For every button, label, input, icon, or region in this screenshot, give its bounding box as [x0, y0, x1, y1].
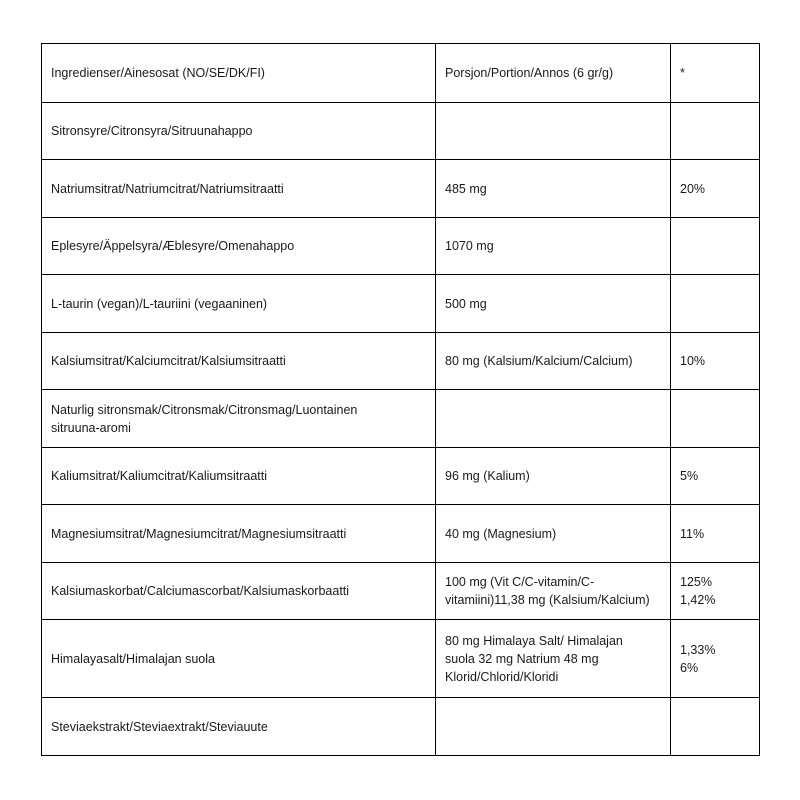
portion-cell: 80 mg (Kalsium/Kalcium/Calcium) [436, 333, 671, 390]
ingredients-table [41, 43, 760, 756]
percent-cell: 1,33% 6% [671, 620, 760, 698]
table-row [42, 103, 760, 160]
portion-cell: 96 mg (Kalium) [436, 448, 671, 505]
table-row [42, 160, 760, 218]
table-row [42, 275, 760, 333]
percent-cell: 125% 1,42% [671, 563, 760, 620]
table-row [42, 620, 760, 698]
portion-cell: 80 mg Himalaya Salt/ Himalajan suola 32 mg Natrium 48 mg Klorid/Chlorid/Kloridi [436, 620, 671, 698]
table-row [42, 448, 760, 505]
ingredient-cell: Sitronsyre/Citronsyra/Sitruunahappo [42, 103, 436, 160]
ingredient-cell: Kalsiumsitrat/Kalciumcitrat/Kalsiumsitraatti [42, 333, 436, 390]
portion-cell [436, 698, 671, 756]
portion-cell: 500 mg [436, 275, 671, 333]
ingredient-cell: Kaliumsitrat/Kaliumcitrat/Kaliumsitraatti [42, 448, 436, 505]
ingredient-cell: Himalayasalt/Himalajan suola [42, 620, 436, 698]
percent-cell: 11% [671, 505, 760, 563]
portion-cell: 485 mg [436, 160, 671, 218]
percent-cell [671, 103, 760, 160]
percent-cell [671, 218, 760, 275]
percent-cell: 5% [671, 448, 760, 505]
table-row [42, 698, 760, 756]
table-row [42, 390, 760, 448]
table-row [42, 563, 760, 620]
table-row [42, 218, 760, 275]
ingredient-cell: Eplesyre/Äppelsyra/Æblesyre/Omenahappo [42, 218, 436, 275]
ingredient-cell: L-taurin (vegan)/L-tauriini (vegaaninen) [42, 275, 436, 333]
header-portion: Porsjon/Portion/Annos (6 gr/g) [436, 44, 671, 103]
ingredient-cell: Natriumsitrat/Natriumcitrat/Natriumsitraatti [42, 160, 436, 218]
percent-cell: 20% [671, 160, 760, 218]
percent-cell [671, 698, 760, 756]
percent-cell: 10% [671, 333, 760, 390]
portion-cell: 100 mg (Vit C/C-vitamin/C- vitamiini)11,38 mg (Kalsium/Kalcium) [436, 563, 671, 620]
ingredient-cell: Kalsiumaskorbat/Calciumascorbat/Kalsiumaskorbaatti [42, 563, 436, 620]
table-row [42, 505, 760, 563]
percent-cell [671, 275, 760, 333]
ingredient-cell: Steviaekstrakt/Steviaextrakt/Steviauute [42, 698, 436, 756]
portion-cell: 40 mg (Magnesium) [436, 505, 671, 563]
percent-cell [671, 390, 760, 448]
ingredient-cell: Naturlig sitronsmak/Citronsmak/Citronsmag/Luontainen sitruuna-aromi [42, 390, 436, 448]
portion-cell: 1070 mg [436, 218, 671, 275]
portion-cell [436, 103, 671, 160]
header-percent: * [671, 44, 760, 103]
header-ingredient: Ingredienser/Ainesosat (NO/SE/DK/FI) [42, 44, 436, 103]
portion-cell [436, 390, 671, 448]
table-header-row [42, 44, 760, 103]
ingredient-cell: Magnesiumsitrat/Magnesiumcitrat/Magnesiumsitraatti [42, 505, 436, 563]
table-row [42, 333, 760, 390]
